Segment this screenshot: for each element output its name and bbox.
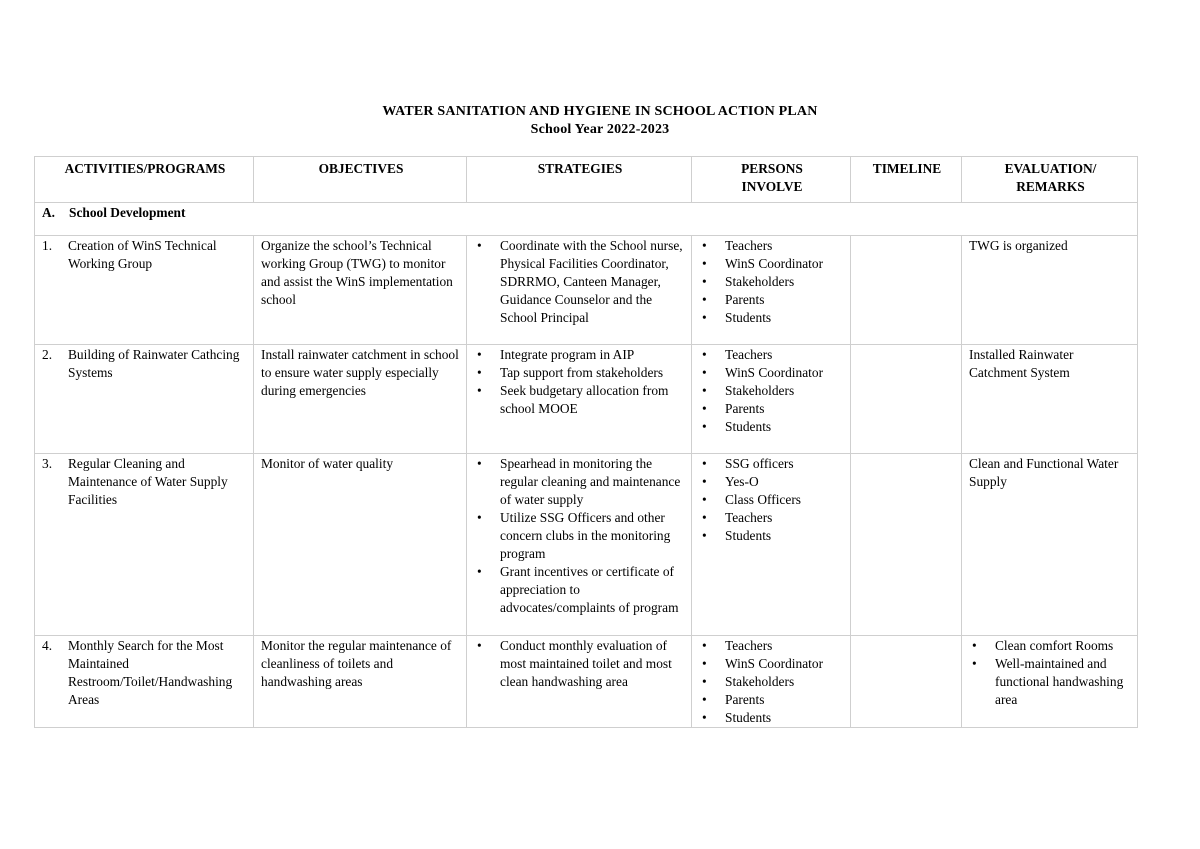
person-item: • Stakeholders: [699, 673, 845, 691]
activity-text: Monthly Search for the Most Maintained Restroom/Toilet/Handwashing Areas: [68, 638, 233, 707]
strategy-item: • Seek budgetary allocation from school MOOE: [474, 382, 686, 418]
section-label: School Development: [69, 205, 186, 220]
person-item: • Teachers: [699, 637, 845, 655]
evaluation-cell: TWG is organized: [962, 236, 1138, 345]
header-objectives: OBJECTIVES: [254, 157, 467, 203]
person-item: • Teachers: [699, 509, 845, 527]
person-item: • Parents: [699, 691, 845, 709]
person-item: • Parents: [699, 291, 845, 309]
objective-cell: Organize the school’s Technical working Group (TWG) to monitor and assist the WinS implementation school: [254, 236, 467, 345]
table-row: [35, 636, 1138, 728]
objective-cell: Monitor the regular maintenance of cleanliness of toilets and handwashing areas: [254, 636, 467, 728]
person-item: • Teachers: [699, 346, 845, 364]
row-number: 4.: [42, 638, 53, 653]
header-persons-line2: INVOLVE: [741, 179, 803, 194]
person-item: • Teachers: [699, 237, 845, 255]
person-item: • SSG officers: [699, 455, 845, 473]
person-item: • WinS Coordinator: [699, 255, 845, 273]
evaluation-cell: Installed Rainwater Catchment System: [962, 345, 1138, 454]
activity-text: Building of Rainwater Cathcing Systems: [68, 347, 240, 380]
table-row: [35, 345, 1138, 454]
timeline-cell: [851, 454, 962, 636]
header-persons-line1: PERSONS: [741, 161, 803, 176]
strategy-item: • Conduct monthly evaluation of most maintained toilet and most clean handwashing area: [474, 637, 686, 691]
activity-cell: [35, 454, 254, 636]
header-activities: ACTIVITIES/PROGRAMS: [35, 157, 254, 203]
header-evaluation: [962, 157, 1138, 203]
strategies-cell: [467, 236, 692, 345]
header-strategies: STRATEGIES: [467, 157, 692, 203]
timeline-cell: [851, 345, 962, 454]
person-item: • Students: [699, 709, 845, 727]
person-item: • WinS Coordinator: [699, 655, 845, 673]
strategy-item: • Integrate program in AIP: [474, 346, 686, 364]
action-plan-table: [34, 156, 1138, 728]
table-row: [35, 236, 1138, 345]
person-item: • Class Officers: [699, 491, 845, 509]
person-item: • Stakeholders: [699, 273, 845, 291]
strategy-item: • Spearhead in monitoring the regular cleaning and maintenance of water supply: [474, 455, 686, 509]
persons-cell: [692, 236, 851, 345]
document-title: WATER SANITATION AND HYGIENE IN SCHOOL ACTION PLAN: [382, 104, 818, 119]
document-subtitle: School Year 2022-2023: [530, 122, 670, 137]
person-item: • WinS Coordinator: [699, 364, 845, 382]
timeline-cell: [851, 636, 962, 728]
strategies-cell: [467, 454, 692, 636]
section-row: [35, 203, 1138, 236]
section-letter: A.: [42, 205, 56, 220]
strategy-item: • Utilize SSG Officers and other concern clubs in the monitoring program: [474, 509, 686, 563]
person-item: • Yes-O: [699, 473, 845, 491]
activity-cell: [35, 636, 254, 728]
strategy-item: • Tap support from stakeholders: [474, 364, 686, 382]
header-persons: [692, 157, 851, 203]
objective-cell: Monitor of water quality: [254, 454, 467, 636]
person-item: • Students: [699, 309, 845, 327]
section-heading: [35, 203, 1138, 236]
person-item: • Stakeholders: [699, 382, 845, 400]
evaluation-item: • Clean comfort Rooms: [969, 637, 1132, 655]
timeline-cell: [851, 236, 962, 345]
row-number: 1.: [42, 238, 53, 253]
evaluation-cell: [962, 636, 1138, 728]
person-item: • Students: [699, 418, 845, 436]
header-timeline: TIMELINE: [851, 157, 962, 203]
persons-cell: [692, 454, 851, 636]
strategy-item: • Coordinate with the School nurse, Physical Facilities Coordinator, SDRRMO, Canteen Manager, Guidance Counselor and the School Principal: [474, 237, 686, 327]
header-row: [35, 157, 1138, 203]
evaluation-item: • Well-maintained and functional handwashing area: [969, 655, 1132, 709]
activity-cell: [35, 236, 254, 345]
activity-text: Regular Cleaning and Maintenance of Water Supply Facilities: [68, 456, 228, 507]
table-row: [35, 454, 1138, 636]
evaluation-cell: Clean and Functional Water Supply: [962, 454, 1138, 636]
strategies-cell: [467, 345, 692, 454]
header-evaluation-line1: EVALUATION/: [1004, 161, 1097, 176]
document-header: [0, 103, 1200, 139]
activity-cell: [35, 345, 254, 454]
strategies-cell: [467, 636, 692, 728]
header-evaluation-line2: REMARKS: [1016, 179, 1085, 194]
person-item: • Parents: [699, 400, 845, 418]
row-number: 3.: [42, 456, 53, 471]
row-number: 2.: [42, 347, 53, 362]
persons-cell: [692, 636, 851, 728]
strategy-item: • Grant incentives or certificate of appreciation to advocates/complaints of program: [474, 563, 686, 617]
persons-cell: [692, 345, 851, 454]
activity-text: Creation of WinS Technical Working Group: [68, 238, 217, 271]
objective-cell: Install rainwater catchment in school to ensure water supply especially during emergencies: [254, 345, 467, 454]
person-item: • Students: [699, 527, 845, 545]
